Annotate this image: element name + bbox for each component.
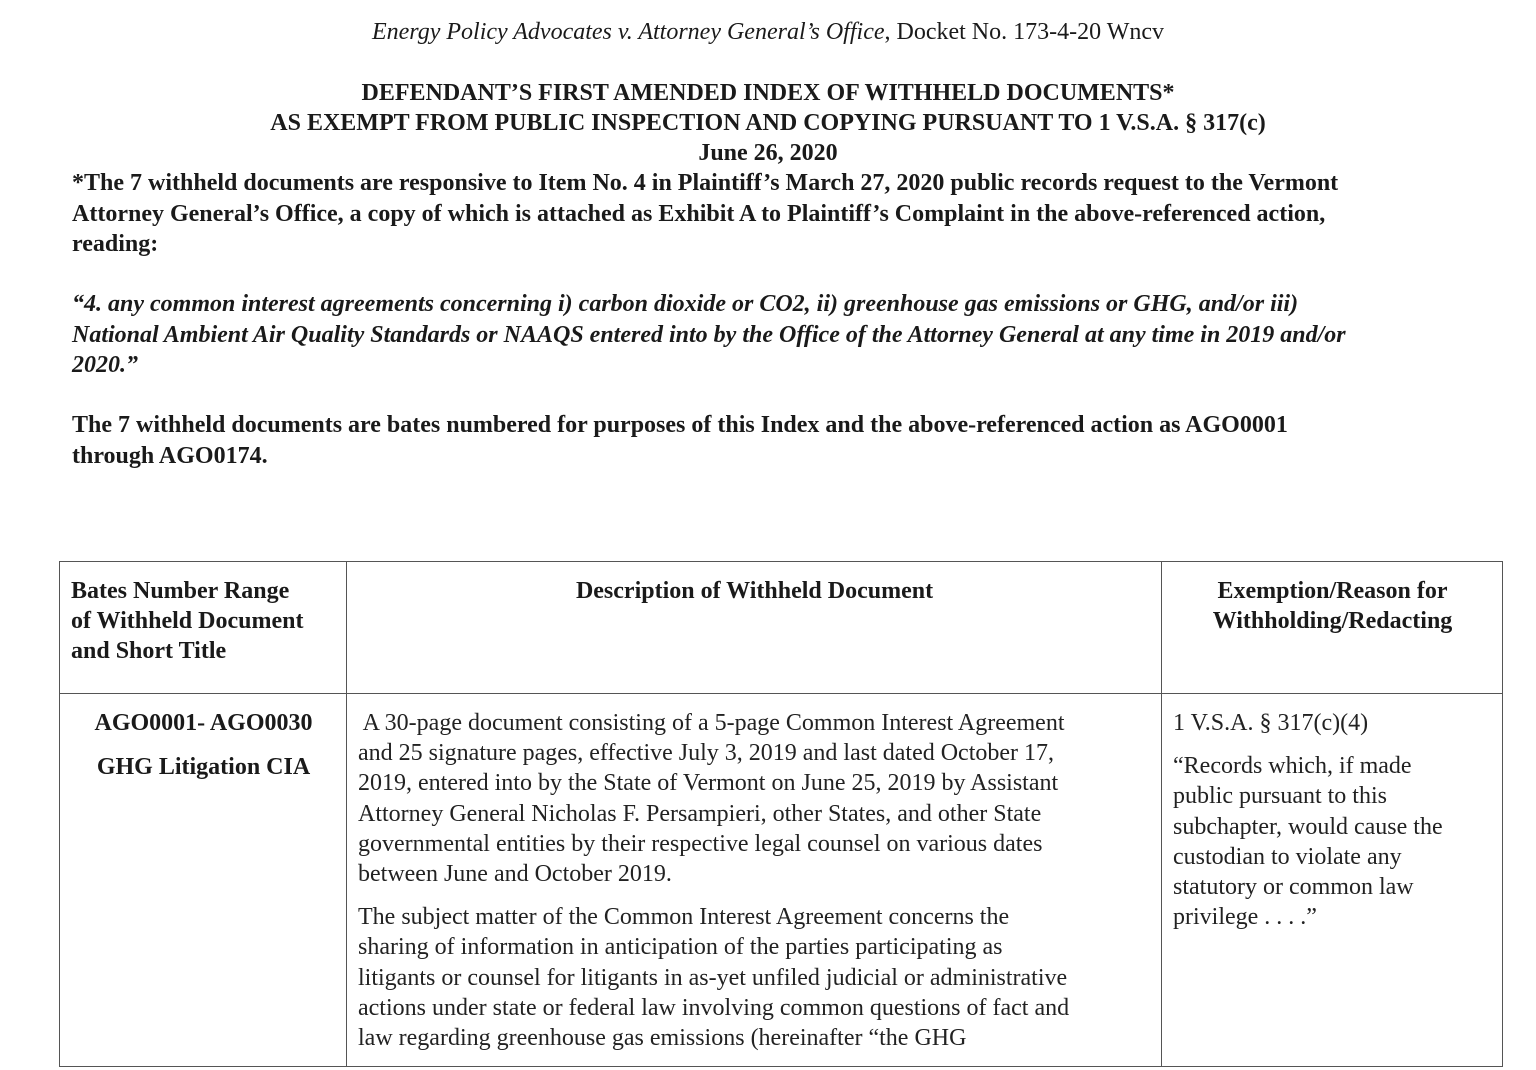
footnote-paragraph [72,168,1472,260]
document-title-line-1: DEFENDANT’S FIRST AMENDED INDEX OF WITHHELD DOCUMENTS* [361,80,1175,106]
case-caption [0,17,1536,47]
case-name: Energy Policy Advocates v. Attorney General’s Office [371,19,885,45]
description-paragraph-2: The subject matter of the Common Interest Agreement concerns the sharing of information in anticipation of the parties participating as litigants or counsel for litigants in as-yet unfiled judicial or administrative actions under state or federal law involving common questions of fact and law regarding greenhouse gas emissions (hereinafter “the GHG [358,904,1070,1052]
bates-range: AGO0001- AGO0030 [94,710,313,736]
column-header-exemption: Exemption/Reason for Withholding/Redacting [1162,562,1503,694]
bates-numbering-paragraph [72,410,1472,471]
table-header-row [60,562,1503,694]
request-quote [72,289,1472,381]
table-row [60,694,1503,1067]
description-cell [347,694,1162,1067]
docket-number: , Docket No. 173-4-20 Wncv [884,19,1164,45]
document-title-line-2: AS EXEMPT FROM PUBLIC INSPECTION AND COPYING PURSUANT TO 1 V.S.A. § 317(c) [270,110,1266,136]
footnote-line: *The 7 withheld documents are responsive to Item No. 4 in Plaintiff’s March 27, 2020 public records request to the Vermont [72,170,1339,196]
description-paragraph-1: A 30-page document consisting of a 5-page Common Interest Agreement and 25 signature pages, effective July 3, 2019 and last dated October 17, 2019, entered into by the State of Vermont on June 25, 2019 by Assistant Attorney General Nicholas F. Persampieri, other States, and other State governmental entities by their respective legal counsel on various dates between June and October 2019. [358,710,1065,888]
bates-line: through AGO0174. [72,442,268,469]
quote-line: 2020.” [72,352,138,378]
withheld-documents-table [59,561,1503,1067]
document-date: June 26, 2020 [698,140,838,166]
exemption-citation: 1 V.S.A. § 317(c)(4) [1173,710,1369,736]
exemption-cell [1162,694,1503,1067]
exemption-quote: “Records which, if made public pursuant to this subchapter, would cause the custodian to violate any statutory or common law privilege . . . .” [1173,753,1443,931]
column-header-bates: Bates Number Range of Withheld Document and Short Title [60,562,347,694]
column-header-description: Description of Withheld Document [347,562,1162,694]
short-title: GHG Litigation CIA [96,754,311,780]
footnote-line: Attorney General’s Office, a copy of which is attached as Exhibit A to Plaintiff’s Complaint in the above-referenced action, [72,200,1326,227]
quote-line: National Ambient Air Quality Standards or NAAQS entered into by the Office of the Attorney General at any time in 2019 and/or [72,321,1346,348]
quote-line: “4. any common interest agreements concerning i) carbon dioxide or CO2, ii) greenhouse gas emissions or GHG, and/or iii) [72,291,1299,317]
bates-cell [60,694,347,1067]
footnote-line: reading: [72,231,159,257]
bates-line: The 7 withheld documents are bates numbered for purposes of this Index and the above-referenced action as AGO0001 [72,412,1288,438]
